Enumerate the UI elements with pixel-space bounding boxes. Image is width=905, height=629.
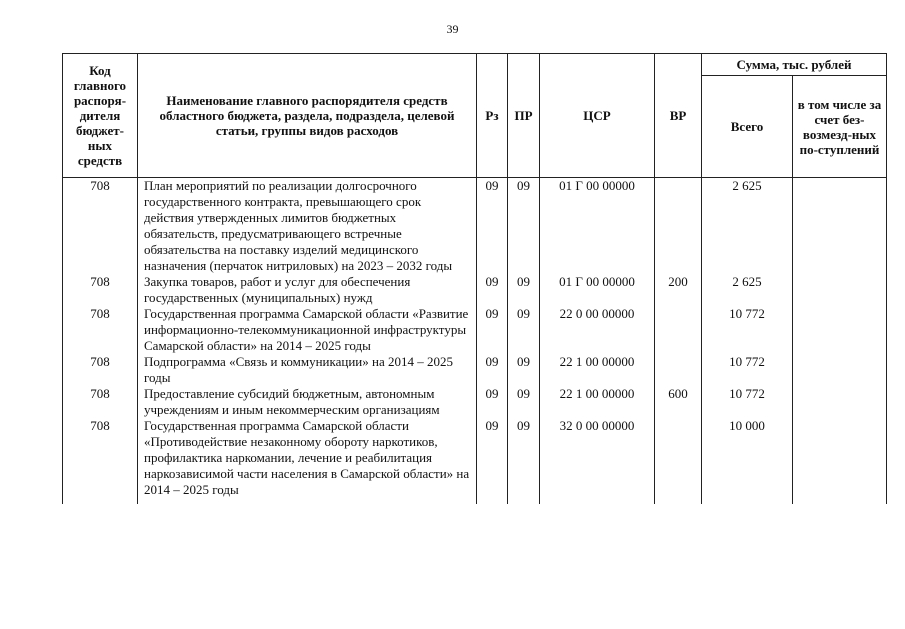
row-csr: 22 0 00 00000 — [540, 306, 655, 354]
header-name: Наименование главного распорядителя средств областного бюджета, раздела, подраздела, целевой статьи, группы видов расходов — [138, 54, 477, 178]
table-row — [63, 178, 887, 275]
row-pr: 09 — [508, 418, 540, 504]
row-vr: 200 — [655, 274, 702, 306]
row-vr: 600 — [655, 386, 702, 418]
header-code: Код главного распоря-дителя бюджет-ных средств — [63, 54, 138, 178]
header-vr: ВР — [655, 54, 702, 178]
row-csr: 01 Г 00 00000 — [540, 178, 655, 275]
header-amount-group: Сумма, тыс. рублей — [702, 54, 887, 76]
row-csr: 22 1 00 00000 — [540, 354, 655, 386]
table-row — [63, 354, 887, 386]
header-csr: ЦСР — [540, 54, 655, 178]
row-csr: 01 Г 00 00000 — [540, 274, 655, 306]
row-name: План мероприятий по реализации долгосрочного государственного контракта, превышающего срок действия утвержденных лимитов бюджетных обязательств, предусматривающего встречные обязательства на поставку изделий медицинского назначения (перчаток нитриловых) на 2023 – 2032 годы — [138, 178, 477, 275]
row-total: 2 625 — [702, 274, 793, 306]
row-pr: 09 — [508, 306, 540, 354]
row-vr — [655, 178, 702, 275]
row-code: 708 — [63, 354, 138, 386]
row-name: Предоставление субсидий бюджетным, автономным учреждениям и иным некоммерческим организациям — [138, 386, 477, 418]
row-code: 708 — [63, 386, 138, 418]
row-total: 10 772 — [702, 386, 793, 418]
row-vr — [655, 418, 702, 504]
table-row — [63, 418, 887, 504]
budget-table — [62, 53, 887, 504]
table-row — [63, 386, 887, 418]
row-grants — [793, 306, 887, 354]
row-csr: 32 0 00 00000 — [540, 418, 655, 504]
row-code: 708 — [63, 274, 138, 306]
page-number: 39 — [446, 22, 459, 36]
row-code: 708 — [63, 178, 138, 275]
table-row — [63, 274, 887, 306]
row-rz: 09 — [477, 274, 508, 306]
row-name: Государственная программа Самарской области «Противодействие незаконному обороту наркотиков, профилактика наркомании, лечение и реабилитация наркозависимой части населения в Самарской области» на 2014 – 2025 годы — [138, 418, 477, 504]
row-grants — [793, 354, 887, 386]
row-grants — [793, 418, 887, 504]
row-total: 10 000 — [702, 418, 793, 504]
row-pr: 09 — [508, 178, 540, 275]
row-pr: 09 — [508, 274, 540, 306]
row-grants — [793, 386, 887, 418]
row-rz: 09 — [477, 178, 508, 275]
row-pr: 09 — [508, 354, 540, 386]
row-vr — [655, 306, 702, 354]
header-incl-grants: в том числе за счет без-возмезд-ных по-ступлений — [793, 76, 887, 178]
row-total: 10 772 — [702, 354, 793, 386]
table-row — [63, 306, 887, 354]
row-name: Государственная программа Самарской области «Развитие информационно-телекоммуникационной инфраструктуры Самарской области» на 2014 – 2025 годы — [138, 306, 477, 354]
row-rz: 09 — [477, 386, 508, 418]
row-grants — [793, 178, 887, 275]
row-pr: 09 — [508, 386, 540, 418]
row-rz: 09 — [477, 418, 508, 504]
row-rz: 09 — [477, 306, 508, 354]
header-rz: Рз — [477, 54, 508, 178]
header-pr: ПР — [508, 54, 540, 178]
row-name: Подпрограмма «Связь и коммуникации» на 2014 – 2025 годы — [138, 354, 477, 386]
row-csr: 22 1 00 00000 — [540, 386, 655, 418]
header-total: Всего — [702, 76, 793, 178]
row-code: 708 — [63, 418, 138, 504]
row-total: 10 772 — [702, 306, 793, 354]
row-code: 708 — [63, 306, 138, 354]
row-grants — [793, 274, 887, 306]
row-total: 2 625 — [702, 178, 793, 275]
row-name: Закупка товаров, работ и услуг для обеспечения государственных (муниципальных) нужд — [138, 274, 477, 306]
row-rz: 09 — [477, 354, 508, 386]
row-vr — [655, 354, 702, 386]
